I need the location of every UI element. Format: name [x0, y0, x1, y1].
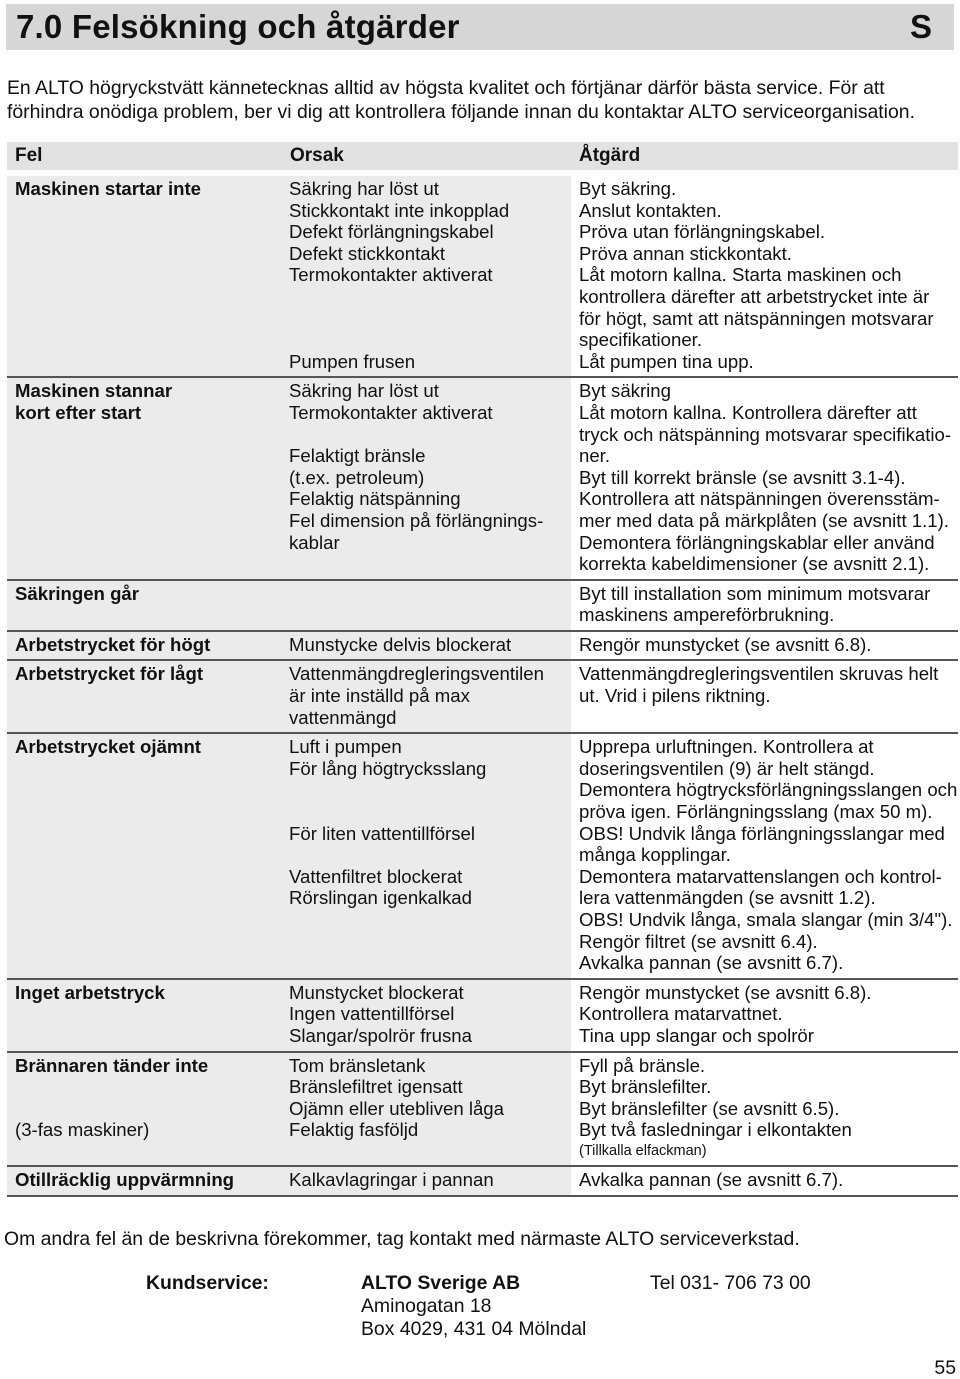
fel-cell: Otillräcklig uppvärmning [7, 1167, 282, 1195]
header-fel: Fel [15, 145, 43, 166]
intro-paragraph: En ALTO högryckstvätt kännetecknas alltid av högsta kvalitet och förtjänar därför bästa service. För att förhindra onödiga problem, ber vi dig att kontrollera följande innan du kontaktar ALTO serviceorganisation. [7, 77, 915, 123]
fel-cell: Arbetstrycket för lågt [7, 661, 282, 732]
closing-note: Om andra fel än de beskrivna förekommer, tag kontakt med närmaste ALTO serviceverkstad. [4, 1228, 800, 1250]
orsak-cell: Säkring har löst ut Stickkontakt inte inkopplad Defekt förlängningskabel Defekt stickkontakt Termokontakter aktiverat Pumpen frusen [282, 176, 571, 376]
atgard-cell: Byt till installation som minimum motsvarar maskinens ampereförbrukning. [579, 582, 931, 626]
phone-number: Tel 031- 706 73 00 [650, 1272, 811, 1294]
fel-cell: Säkringen går [7, 581, 282, 630]
troubleshooting-table [7, 142, 958, 1197]
fel-cell: Inget arbetstryck [7, 980, 282, 1051]
atgard-cell: Vattenmängdregleringsventilen skruvas helt ut. Vrid i pilens riktning. [579, 663, 939, 707]
fel-note: (3-fas maskiner) [15, 1119, 150, 1141]
table-row [7, 1167, 958, 1197]
atgard-cell: Upprepa urluftningen. Kontrollera at doseringsventilen (9) är helt stängd. Demontera högtrycksförlängningsslangen och pröva igen. Förlängningsslang (max 50 m). OBS! Undvik långa förlängningsslangar med många kopplingar. Demontera matarvattenslangen och kontrol- lera vattenmängden (se avsnitt 1.2). OBS! Undvik långa, smala slangar (min 3/4"). Rengör filtret (se avsnitt 6.4). Avkalka pannan (se avsnitt 6.7). [579, 736, 958, 974]
fel-cell: Arbetstrycket för högt [7, 632, 282, 660]
street-address: Aminogatan 18 [361, 1295, 492, 1317]
atgard-note: (Tillkalla elfackman) [579, 1142, 707, 1159]
atgard-cell: Rengör munstycket (se avsnitt 6.8). Kontrollera matarvattnet. Tina upp slangar och spolrör [579, 981, 872, 1046]
atgard-cell: Fyll på bränsle. Byt bränslefilter. Byt bränslefilter (se avsnitt 6.5). Byt två fasledningar i elkontakten (Tillkalla elfackman) [571, 1053, 958, 1165]
contact-address [361, 1272, 586, 1341]
company-name: ALTO Sverige AB [361, 1272, 521, 1294]
page-number: 55 [934, 1357, 956, 1379]
orsak-cell: Munstycke delvis blockerat [282, 632, 571, 660]
orsak-cell: Vattenmängdregleringsventilen är inte inställd på max vattenmängd [282, 661, 571, 732]
atgard-cell: Rengör munstycket (se avsnitt 6.8). [579, 633, 872, 655]
orsak-cell: Säkring har löst ut Termokontakter aktiverat Felaktigt bränsle (t.ex. petroleum) Felaktig nätspänning Fel dimension på förlängnings- kablar [282, 378, 571, 578]
section-header [6, 4, 954, 50]
atgard-cell: Byt säkring. Anslut kontakten. Pröva utan förlängningskabel. Pröva annan stickkontakt. Låt motorn kallna. Starta maskinen och kontrollera därefter att arbetstrycket inte är för högt, samt att nätspänningen motsvarar specifikationer. Låt pumpen tina upp. [579, 178, 934, 372]
table-row [7, 980, 958, 1053]
header-orsak: Orsak [290, 145, 344, 166]
header-atgard: Åtgärd [579, 145, 641, 166]
fel-cell: Maskinen stannar kort efter start [7, 378, 282, 578]
page-title: 7.0 Felsökning och åtgärder [16, 8, 460, 45]
orsak-cell: Munstycket blockerat Ingen vattentillförsel Slangar/spolrör frusna [282, 980, 571, 1051]
language-code: S [909, 8, 932, 45]
atgard-cell: Byt säkring Låt motorn kallna. Kontrollera därefter att tryck och nätspänning motsvarar specifikatio- ner. Byt till korrekt bränsle (se avsnitt 3.1-4). Kontrollera att nätspänningen överensstäm- mer med data på märkplåten (se avsnitt 1.1). Demontera förlängningskablar eller använd korrekta kabeldimensioner (se avsnitt 2.1). [579, 380, 952, 575]
table-header-row [7, 142, 958, 170]
fel-cell: Brännaren tänder inte (3-fas maskiner) [7, 1053, 282, 1165]
orsak-cell [282, 581, 571, 630]
orsak-cell: Tom bränsletank Bränslefiltret igensatt Ojämn eller utebliven låga Felaktig fasföljd [282, 1053, 571, 1165]
table-row [7, 581, 958, 632]
table-row [7, 378, 958, 580]
table-row [7, 176, 958, 378]
atgard-cell: Avkalka pannan (se avsnitt 6.7). [579, 1168, 844, 1190]
contact-label: Kundservice: [146, 1272, 269, 1294]
table-row [7, 1053, 958, 1167]
table-row [7, 734, 958, 980]
fel-cell: Arbetstrycket ojämnt [7, 734, 282, 978]
postal-address: Box 4029, 431 04 Mölndal [361, 1318, 587, 1340]
orsak-cell: Luft i pumpen För lång högtrycksslang För liten vattentillförsel Vattenfiltret blockerat Rörslingan igenkalkad [282, 734, 571, 978]
table-row [7, 632, 958, 662]
orsak-cell: Kalkavlagringar i pannan [282, 1167, 571, 1195]
table-row [7, 661, 958, 734]
fel-cell: Maskinen startar inte [7, 176, 282, 376]
